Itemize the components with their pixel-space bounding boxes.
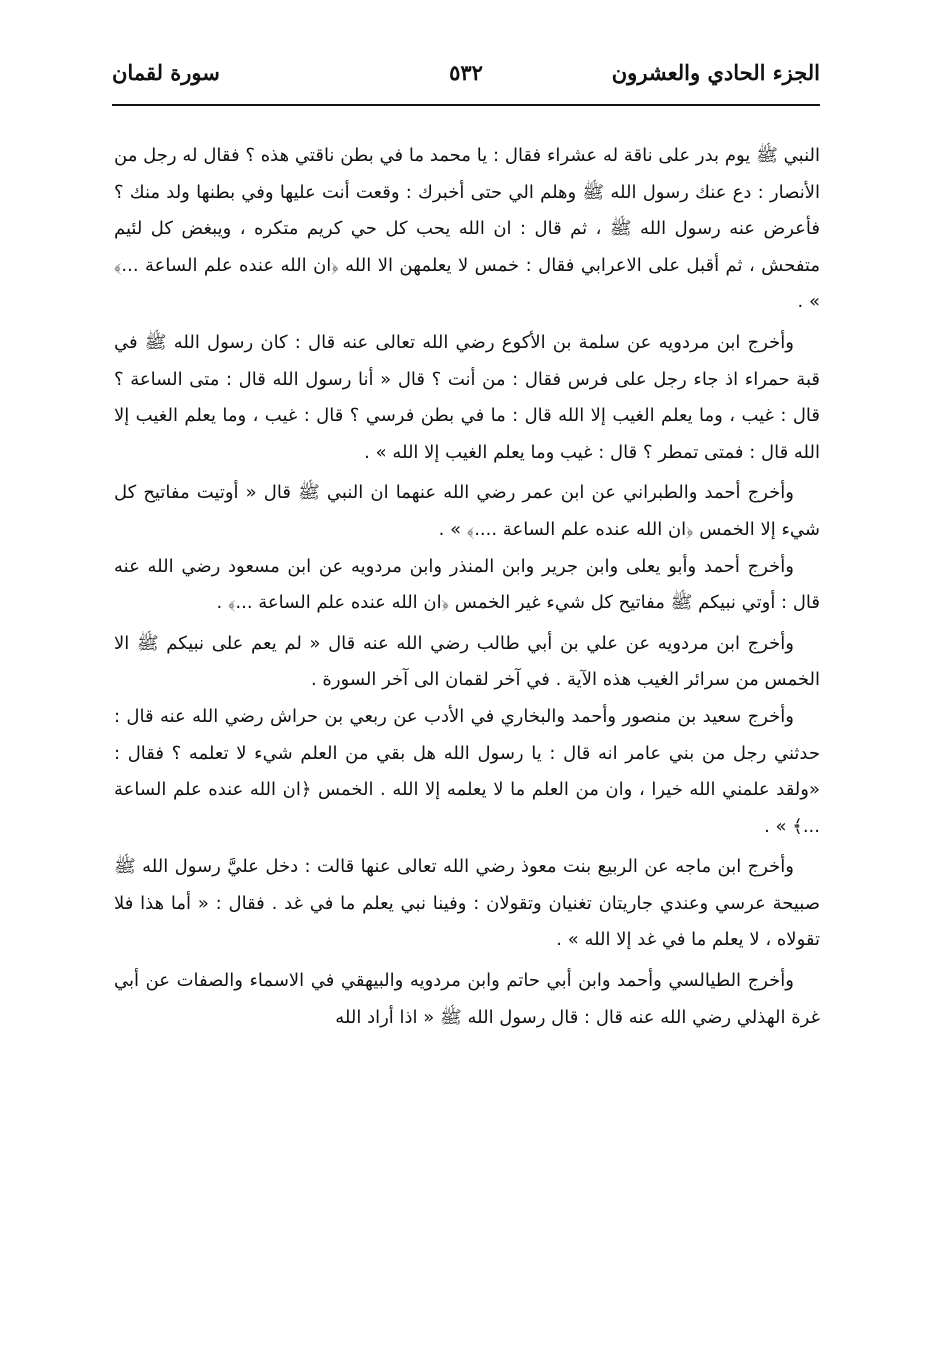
paragraph: وأخرج أحمد والطبراني عن ابن عمر رضي الله عنهما ان النبي ﷺ قال « أوتيت مفاتيح كل شيء إلا الخمس ﴿ان الله عنده علم الساعة ....﴾ » . <box>114 482 820 540</box>
page-body <box>114 138 820 1036</box>
paragraph: وأخرج ابن مردويه عن علي بن أبي طالب رضي الله عنه قال « لم يعم على نبيكم ﷺ الا الخمس من سرائر الغيب هذه الآية . في آخر لقمان الى آخر السورة . <box>114 632 820 691</box>
surah-title: سورة لقمان <box>112 60 220 85</box>
header-divider <box>112 104 820 106</box>
page-number: ٥٣٢ <box>449 60 483 85</box>
paragraph: وأخرج الطيالسي وأحمد وابن أبي حاتم وابن مردويه والبيهقي في الاسماء والصفات عن أبي غرة الهذلي رضي الله عنه قال : قال رسول الله ﷺ « اذا أراد الله <box>114 970 820 1028</box>
paragraph: وأخرج أحمد وأبو يعلى وابن جرير وابن المنذر وابن مردويه عن ابن مسعود رضي الله عنه قال : أوتي نبيكم ﷺ مفاتيح كل شيء غير الخمس ﴿ان الله عنده علم الساعة ...﴾ . <box>114 555 820 614</box>
paragraph: وأخرج سعيد بن منصور وأحمد والبخاري في الأدب عن ربعي بن حراش رضي الله عنه قال : حدثني رجل من بني عامر انه قال : يا رسول الله هل بقي من العلم شيء لا تعلمه ؟ فقال : «ولقد علمني الله خيرا ، وان من العلم ما لا يعلمه إلا الله . الخمس ﴿ان الله عنده علم الساعة ...﴾ » . <box>114 705 820 837</box>
paragraph: وأخرج ابن مردويه عن سلمة بن الأكوع رضي الله تعالى عنه قال : كان رسول الله ﷺ في قبة حمراء اذ جاء رجل على فرس فقال : من أنت ؟ قال « أنا رسول الله قال : متى الساعة ؟ قال : غيب ، وما يعلم الغيب إلا الله قال : ما في بطن فرسي ؟ قال : غيب ، وما يعلم الغيب إلا الله قال : فمتى تمطر ؟ قال : غيب وما يعلم الغيب إلا الله » . <box>114 331 820 463</box>
paragraph: وأخرج ابن ماجه عن الربيع بنت معوذ رضي الله تعالى عنها قالت : دخل عليَّ رسول الله ﷺ صبيحة عرسي وعندي جاريتان تغنيان وتقولان : وفينا نبي يعلم ما في غد . فقال : « أما هذا فلا تقولاه ، لا يعلم ما في غد إلا الله » . <box>114 856 820 951</box>
volume-title: الجزء الحادي والعشرون <box>611 60 820 85</box>
page-header <box>112 58 820 98</box>
paragraph: النبي ﷺ يوم بدر على ناقة له عشراء فقال : يا محمد ما في بطن ناقتي هذه ؟ فقال له رجل من الأنصار : دع عنك رسول الله ﷺ وهلم الي حتى أخبرك : وقعت أنت عليها وفي بطنها ولد منك ؟ فأعرض عنه رسول الله ﷺ ، ثم قال : ان الله يحب كل حي كريم متكره ، ويبغض كل لئيم متفحش ، ثم أقبل على الاعرابي فقال : خمس لا يعلمهن الا الله ﴿ان الله عنده علم الساعة ...﴾ » . <box>114 145 820 313</box>
